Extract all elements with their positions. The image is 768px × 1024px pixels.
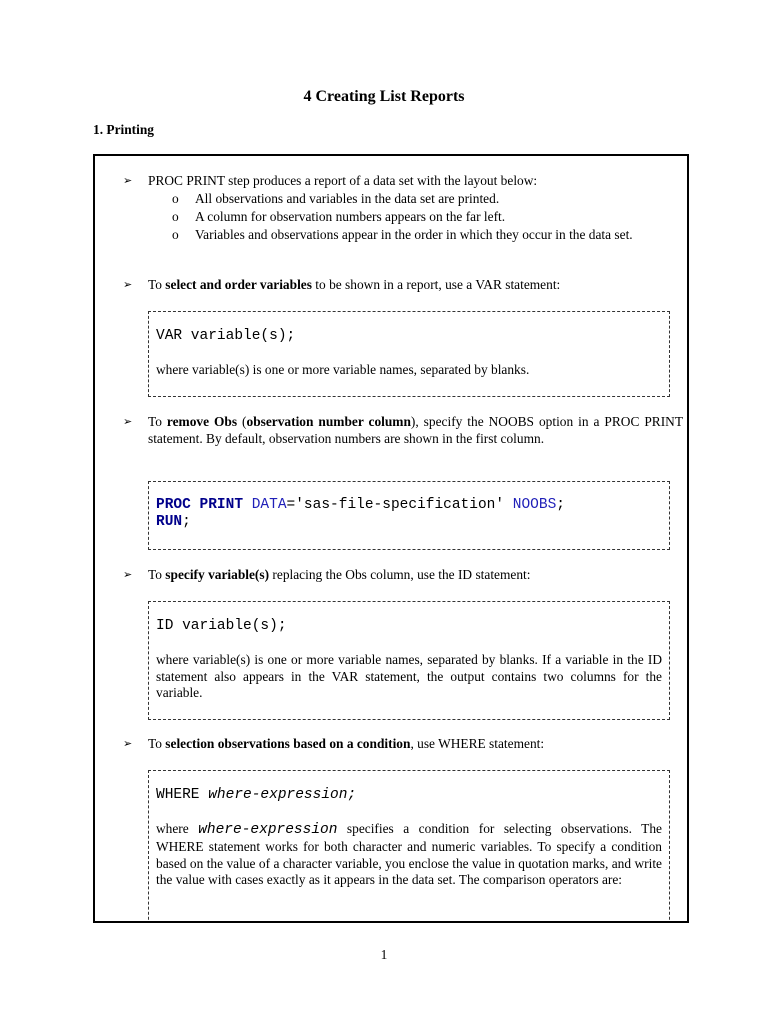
list-item bbox=[172, 208, 685, 226]
list-item-text: All observations and variables in the data set are printed. bbox=[195, 191, 500, 206]
arrow-bullet-icon: ➢ bbox=[123, 416, 133, 428]
list-item-text: Variables and observations appear in the order in which they occur in the data set. bbox=[195, 227, 633, 242]
list-item bbox=[172, 226, 685, 244]
code-line: RUN; bbox=[156, 514, 191, 530]
circle-bullet-icon: o bbox=[172, 209, 179, 224]
arrow-bullet-icon: ➢ bbox=[123, 569, 133, 581]
code-description: where variable(s) is one or more variable names, separated by blanks. bbox=[156, 362, 530, 377]
code-line: PROC PRINT DATA='sas-file-specification' NOOBS; bbox=[156, 497, 565, 513]
arrow-bullet-icon: ➢ bbox=[123, 175, 133, 187]
code-line: ID variable(s); bbox=[156, 618, 287, 634]
bullet-text: PROC PRINT step produces a report of a data set with the layout below: bbox=[148, 173, 538, 188]
bullet-id: ➢ To specify variable(s) replacing the Obs column, use the ID statement: bbox=[123, 567, 531, 582]
page-number: 1 bbox=[380, 947, 388, 962]
code-box-var bbox=[148, 311, 670, 397]
page-title: 4 Creating List Reports bbox=[303, 88, 465, 105]
bullet-noobs: ➢ To remove Obs (observation number column), specify the NOOBS option in a PROC PRINT statement. By default, observation numbers are shown in the first column. bbox=[123, 414, 684, 446]
code-box-id bbox=[148, 601, 670, 720]
list-item bbox=[172, 190, 685, 208]
code-description: where where-expression specifies a condition for selecting observations. The WHERE statement works for both character and numeric variables. To specify a condition based on the value of a character variable, you enclose the value in quotation marks, and write the value with cases exactly as it appears in the data set. The comparison operators are: bbox=[156, 821, 663, 887]
code-description: where variable(s) is one or more variable names, separated by blanks. If a variable in the ID statement also appears in the VAR statement, the output contains two columns for the variable. bbox=[156, 652, 662, 700]
code-box-where bbox=[148, 770, 670, 923]
circle-bullet-icon: o bbox=[172, 191, 179, 206]
bullet-var: ➢ To select and order variables to be shown in a report, use a VAR statement: bbox=[123, 277, 561, 292]
arrow-bullet-icon: ➢ bbox=[123, 738, 133, 750]
code-box-noobs bbox=[148, 481, 670, 550]
content-frame bbox=[93, 154, 689, 923]
code-line: VAR variable(s); bbox=[156, 328, 296, 344]
arrow-bullet-icon: ➢ bbox=[123, 279, 133, 291]
bullet-proc-print bbox=[123, 173, 683, 190]
code-line: WHERE where-expression; bbox=[156, 787, 357, 803]
emphasis: select and order variables bbox=[165, 277, 312, 292]
section-heading: 1. Printing bbox=[93, 122, 155, 137]
circle-bullet-icon: o bbox=[172, 227, 179, 242]
list-item-text: A column for observation numbers appears on the far left. bbox=[195, 209, 506, 224]
bullet-where: ➢ To selection observations based on a condition, use WHERE statement: bbox=[123, 736, 545, 751]
